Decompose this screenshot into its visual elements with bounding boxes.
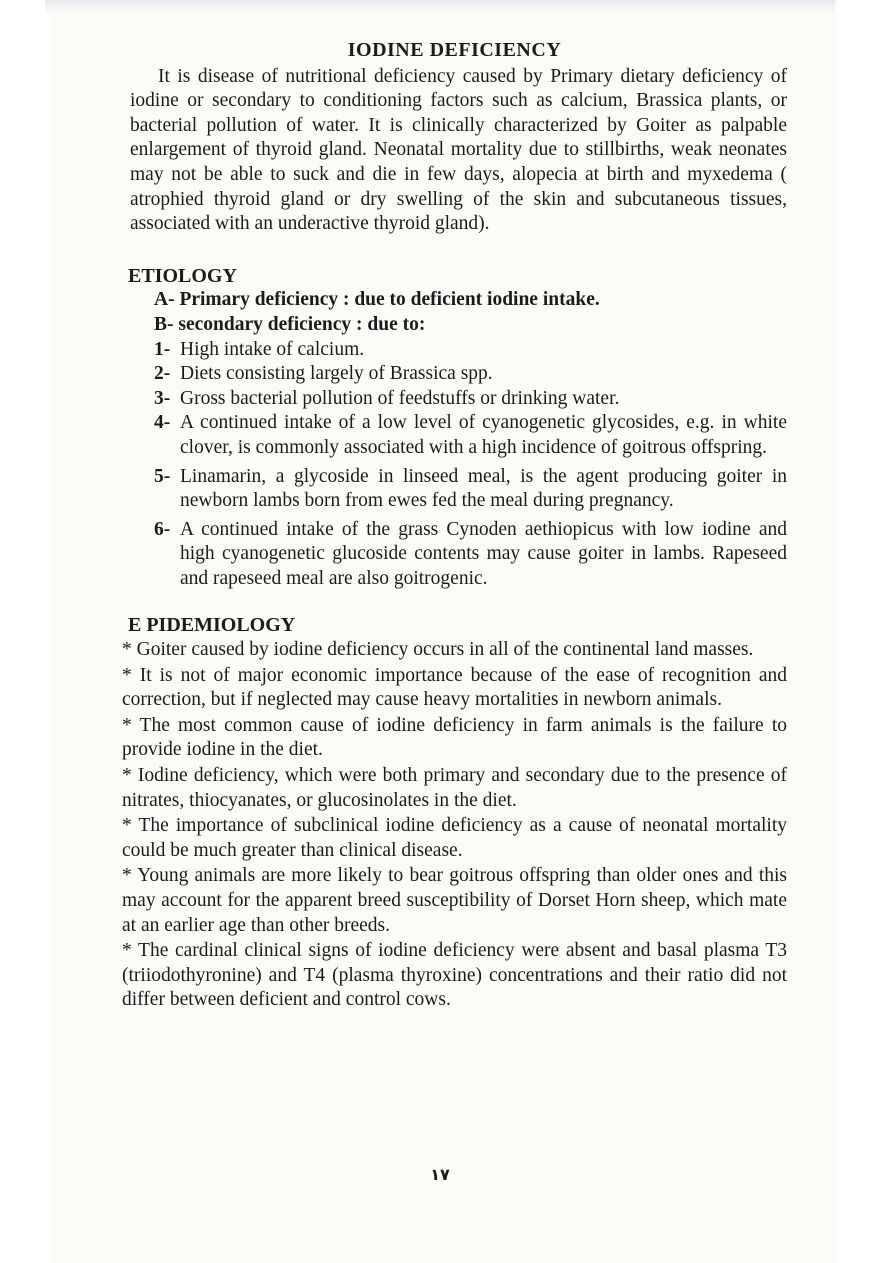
etiology-item-number: 4- [154, 412, 171, 434]
etiology-item-text: High intake of calcium. [180, 338, 365, 360]
etiology-item [154, 338, 787, 363]
epidemiology-item: * The most common cause of iodine deficiency in farm animals is the failure to provide iodine in the diet. [122, 714, 787, 761]
scan-edge-top [45, 0, 835, 14]
etiology-item-text: Diets consisting largely of Brassica spp. [180, 363, 493, 385]
etiology-item [154, 411, 787, 460]
epidemiology-list [122, 638, 787, 1013]
etiology-item-number: 1- [154, 338, 171, 360]
epidemiology-item: * It is not of major economic importance because of the ease of recognition and correction, but if neglected may cause heavy mortalities in newborn animals. [122, 664, 787, 711]
etiology-item-text: A continued intake of a low level of cyanogenetic glycosides, e.g. in white clover, is commonly associated with a high incidence of goitrous offspring. [180, 412, 787, 458]
etiology-item-text: Linamarin, a glycoside in linseed meal, is the agent producing goiter in newborn lambs born from ewes fed the meal during pregnancy. [180, 465, 787, 512]
epidemiology-item: * Young animals are more likely to bear goitrous offspring than older ones and this may account for the apparent breed susceptibility of Dorset Horn sheep, which mate at an earlier age than other breeds. [122, 865, 787, 936]
page-number: ١٧ [430, 1165, 450, 1184]
etiology-item [154, 518, 787, 592]
etiology-item-number: 6- [154, 518, 171, 540]
epidemiology-item: * The cardinal clinical signs of iodine deficiency were absent and basal plasma T3 (triiodothyronine) and T4 (plasma thyroxine) concentrations and their ratio did not differ between deficient and control cows. [122, 940, 787, 1011]
etiology-item-number: 5- [154, 465, 171, 487]
scan-margin-left [0, 0, 50, 1263]
epidemiology-item: * Goiter caused by iodine deficiency occurs in all of the continental land masses. [122, 639, 754, 661]
epidemiology-item: * The importance of subclinical iodine deficiency as a cause of neonatal mortality could be much greater than clinical disease. [122, 815, 787, 861]
scan-margin-right [838, 0, 893, 1263]
epidemiology-item: * Iodine deficiency, which were both primary and secondary due to the presence of nitrates, thiocyanates, or glucosinolates in the diet. [122, 765, 787, 811]
page-title: IODINE DEFICIENCY [347, 39, 562, 61]
epidemiology-heading: E PIDEMIOLOGY [128, 614, 296, 637]
etiology-item [154, 362, 787, 387]
etiology-item [154, 387, 787, 412]
etiology-list [122, 338, 787, 592]
etiology-item-text: Gross bacterial pollution of feedstuffs or drinking water. [180, 387, 620, 409]
etiology-item [154, 465, 787, 514]
etiology-item-number: 3- [154, 387, 171, 409]
etiology-item-number: 2- [154, 363, 171, 385]
secondary-deficiency-line: B- secondary deficiency : due to: [154, 313, 426, 335]
primary-deficiency-line: A- Primary deficiency : due to deficient iodine intake. [154, 289, 600, 311]
document-page [122, 38, 787, 1014]
intro-paragraph: It is disease of nutritional deficiency caused by Primary dietary deficiency of iodine or secondary to conditioning factors such as calcium, Brassica plants, or bacterial pollution of water. It is clinically characterized by Goiter as palpable enlargement of thyroid gland. Neonatal mortality due to stillbirths, weak neonates may not be able to suck and die in few days, alopecia at birth and myxedema ( atrophied thyroid gland or dry swelling of the skin and subcutaneous tissues, associated with an underactive thyroid gland). [130, 65, 787, 235]
etiology-heading: ETIOLOGY [128, 264, 237, 287]
etiology-item-text: A continued intake of the grass Cynoden aethiopicus with low iodine and high cyanogenetic glucoside contents may cause goiter in lambs. Rapeseed and rapeseed meal are also goitrogenic. [180, 518, 787, 589]
